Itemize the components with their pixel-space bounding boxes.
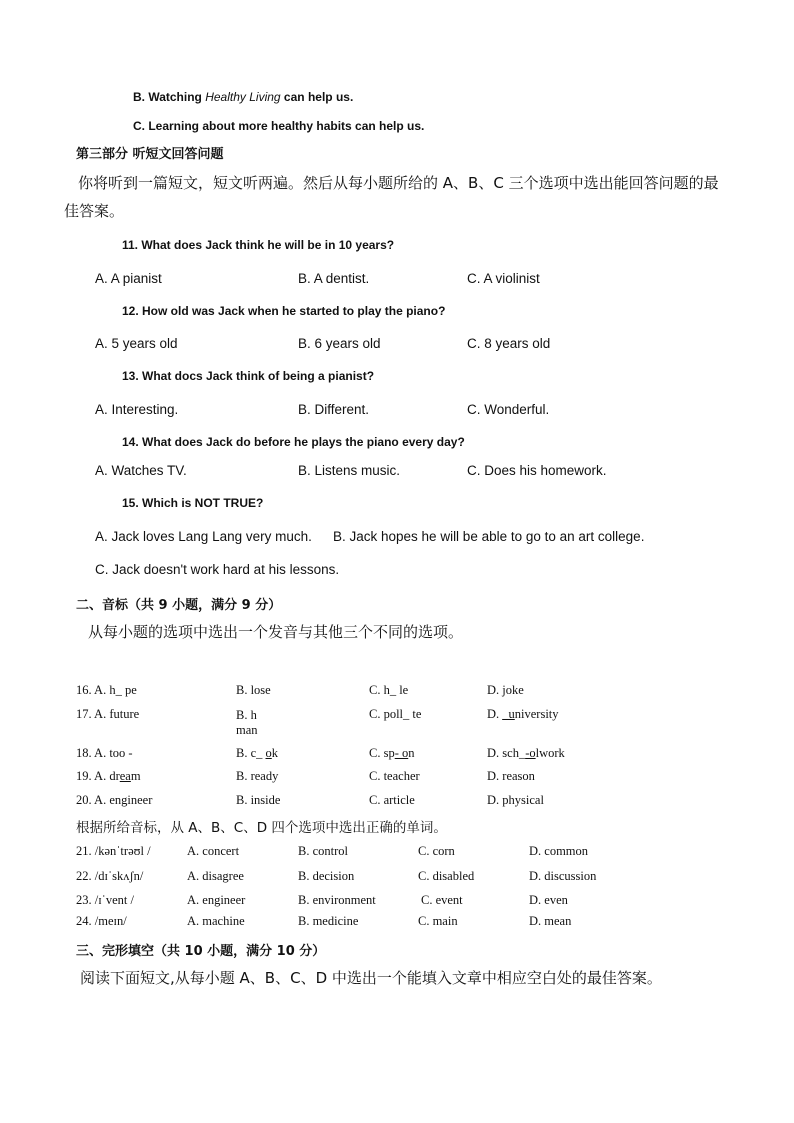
q18-option-a: 18. A. too - bbox=[76, 746, 133, 760]
q18-option-c-underlined: - o bbox=[394, 746, 409, 760]
q21-option-a: A. concert bbox=[187, 844, 240, 858]
q13-option-a: A. Interesting. bbox=[95, 402, 179, 417]
q24-option-c: C. main bbox=[418, 914, 458, 928]
q16-option-c: C. h_ le bbox=[369, 683, 409, 697]
q18-option-b-underlined: o bbox=[265, 746, 272, 760]
q19-option-a bbox=[76, 769, 141, 784]
option-b-italic: Healthy Living bbox=[205, 90, 281, 104]
q15-option-b: B. Jack hopes he will be able to go to an art college. bbox=[333, 529, 645, 544]
question-14: 14. What does Jack do before he plays the piano every day? bbox=[122, 435, 465, 449]
q20-option-c: C. article bbox=[369, 793, 415, 807]
question-12: 12. How old was Jack when he started to play the piano? bbox=[122, 304, 446, 318]
q22-option-a: A. disagree bbox=[187, 869, 244, 883]
section2-instruction2: 根据所给音标，从 A、B、C、D 四个选项中选出正确的单词。 bbox=[76, 820, 447, 836]
q16-option-d: D. joke bbox=[487, 683, 524, 697]
q18-option-b-prefix: B. c_ bbox=[236, 746, 266, 760]
q23-option-a: A. engineer bbox=[187, 893, 246, 907]
q19-option-a-underlined: ea bbox=[119, 769, 131, 783]
option-b-suffix: can help us. bbox=[280, 90, 354, 104]
option-b-line bbox=[133, 90, 353, 104]
q17-option-d-prefix: D. bbox=[487, 707, 503, 721]
part3-instruction-line2: 佳答案。 bbox=[64, 202, 125, 220]
part3-instruction-line1: 你将听到一篇短文，短文听两遍。然后从每小题所给的 A、B、C 三个选项中选出能回答问题的最 bbox=[78, 174, 719, 192]
part3-heading: 第三部分 听短文回答问题 bbox=[76, 147, 224, 162]
q11-option-b: B. A dentist. bbox=[298, 271, 370, 286]
q24-phonetic: 24. /meɪn/ bbox=[76, 914, 127, 928]
q17-option-d-underlined: _u bbox=[502, 707, 515, 721]
q22-option-d: D. discussion bbox=[529, 869, 597, 883]
q18-option-d-suffix: lwork bbox=[535, 746, 565, 760]
question-11: 11. What does Jack think he will be in 10 years? bbox=[122, 238, 395, 252]
q23-option-d: D. even bbox=[529, 893, 568, 907]
q20-option-d: D. physical bbox=[487, 793, 544, 807]
q20-option-b: B. inside bbox=[236, 793, 281, 807]
q18-option-b bbox=[236, 746, 278, 761]
q21-option-c: C. corn bbox=[418, 844, 455, 858]
q22-option-b: B. decision bbox=[298, 869, 355, 883]
q21-phonetic: 21. /kənˈtrəʊl / bbox=[76, 844, 151, 858]
q16-option-b: B. lose bbox=[236, 683, 271, 697]
q17-option-b-line2: man bbox=[236, 723, 258, 737]
q18-option-c-prefix: C. sp bbox=[369, 746, 395, 760]
q18-option-b-suffix: k bbox=[271, 746, 279, 760]
q23-option-b: B. environment bbox=[298, 893, 376, 907]
question-13: 13. What docs Jack think of being a pianist? bbox=[122, 369, 375, 383]
q14-option-b: B. Listens music. bbox=[298, 463, 401, 478]
q17-option-c: C. poll_ te bbox=[369, 707, 422, 721]
q20-option-a: 20. A. engineer bbox=[76, 793, 153, 807]
q24-option-d: D. mean bbox=[529, 914, 572, 928]
section3-heading: 三、完形填空（共 10 小题，满分 10 分） bbox=[76, 944, 326, 959]
q24-option-a: A. machine bbox=[187, 914, 245, 928]
option-b-prefix: B. Watching bbox=[133, 90, 206, 104]
q17-option-b-line1: B. h bbox=[236, 708, 257, 722]
q22-phonetic: 22. /dɪˈskʌʃn/ bbox=[76, 869, 144, 883]
q15-option-a: A. Jack loves Lang Lang very much. bbox=[95, 529, 312, 544]
q11-option-a: A. A pianist bbox=[95, 271, 162, 286]
q19-option-d: D. reason bbox=[487, 769, 535, 783]
q23-phonetic: 23. /ɪˈvent / bbox=[76, 893, 134, 907]
q18-option-c bbox=[369, 746, 415, 761]
q19-option-a-suffix: m bbox=[130, 769, 141, 783]
q12-option-c: C. 8 years old bbox=[467, 336, 551, 351]
q18-option-d bbox=[487, 746, 565, 761]
q17-option-d-suffix: niversity bbox=[514, 707, 559, 721]
section3-instruction: 阅读下面短文,从每小题 A、B、C、D 中选出一个能填入文章中相应空白处的最佳答案。 bbox=[80, 969, 662, 987]
q18-option-d-prefix: D. sch_ bbox=[487, 746, 526, 760]
q13-option-b: B. Different. bbox=[298, 402, 370, 417]
q12-option-a: A. 5 years old bbox=[95, 336, 178, 351]
section2-instruction: 从每小题的选项中选出一个发音与其他三个不同的选项。 bbox=[88, 623, 464, 641]
section2-heading: 二、音标（共 9 小题，满分 9 分） bbox=[76, 598, 282, 613]
option-c-line: C. Learning about more healthy habits can help us. bbox=[133, 119, 425, 133]
q18-option-c-suffix: n bbox=[408, 746, 415, 760]
q16-option-a: 16. A. h_ pe bbox=[76, 683, 137, 697]
q14-option-a: A. Watches TV. bbox=[95, 463, 187, 478]
q22-option-c: C. disabled bbox=[418, 869, 475, 883]
q11-option-c: C. A violinist bbox=[467, 271, 540, 286]
q14-option-c: C. Does his homework. bbox=[467, 463, 607, 478]
q19-option-b: B. ready bbox=[236, 769, 279, 783]
q21-option-b: B. control bbox=[298, 844, 348, 858]
q19-option-a-prefix: 19. A. dr bbox=[76, 769, 120, 783]
question-15: 15. Which is NOT TRUE? bbox=[122, 496, 264, 510]
q24-option-b: B. medicine bbox=[298, 914, 359, 928]
q13-option-c: C. Wonderful. bbox=[467, 402, 550, 417]
q21-option-d: D. common bbox=[529, 844, 589, 858]
q23-option-c: C. event bbox=[421, 893, 463, 907]
q17-option-a: 17. A. future bbox=[76, 707, 140, 721]
q15-option-c: C. Jack doesn't work hard at his lessons. bbox=[95, 562, 340, 577]
q18-option-d-underlined: -o bbox=[525, 746, 536, 760]
q19-option-c: C. teacher bbox=[369, 769, 420, 783]
q17-option-d bbox=[487, 707, 559, 722]
q12-option-b: B. 6 years old bbox=[298, 336, 381, 351]
